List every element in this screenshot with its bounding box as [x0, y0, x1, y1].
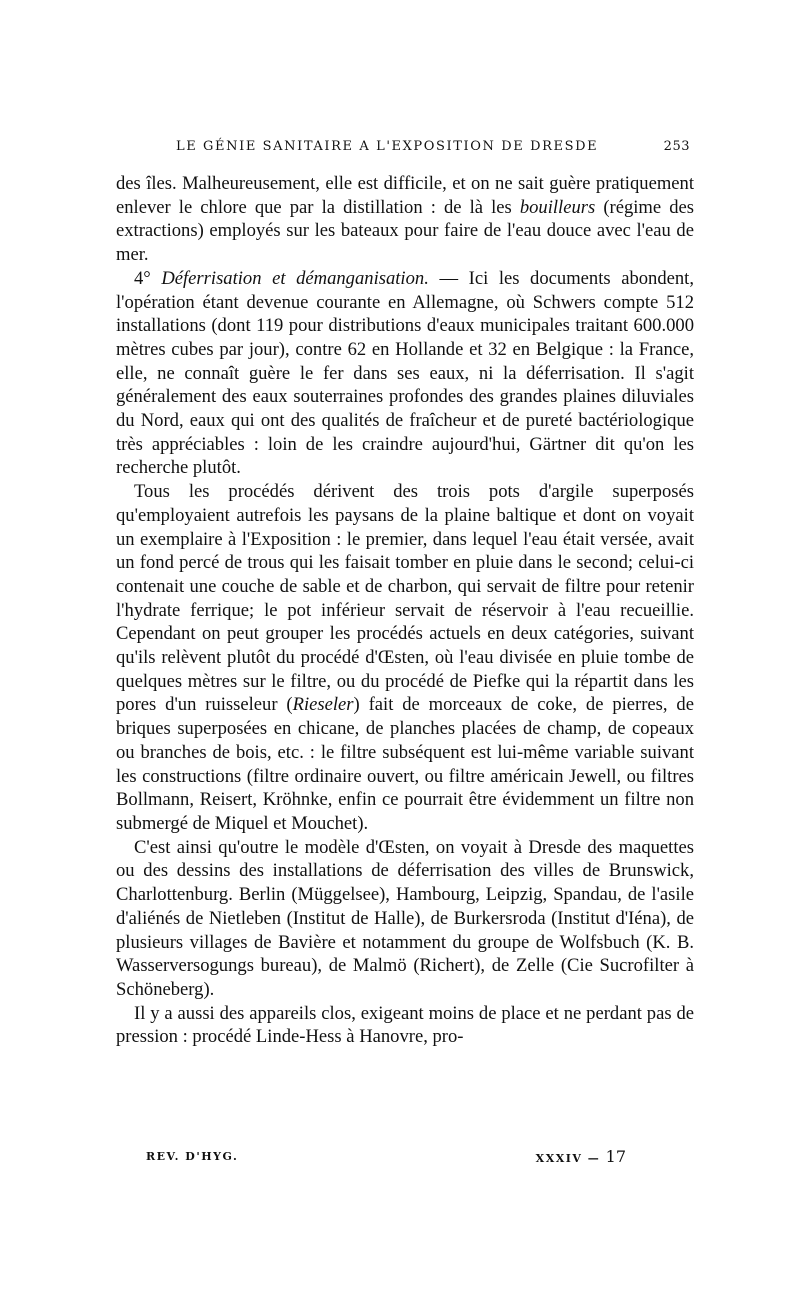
italic-text: bouilleurs — [519, 196, 596, 218]
text-run: (régime des extractions) employés sur les bateaux pour faire de l'eau douce avec l'eau de mer. — [116, 196, 694, 266]
signature-mark — [536, 1147, 626, 1169]
signature-dash: — — [582, 1152, 606, 1165]
paragraph — [116, 172, 694, 267]
text-run: 4° — [134, 267, 162, 289]
italic-text: Rieseler — [292, 694, 354, 716]
text-run: — Ici les documents abondent, l'opération étant devenue courante en Allemagne, où Schwers compte 512 installations (dont 119 pour distributions d'eaux municipales traitant 600.000 mètres cubes par jour), contre 62 en Hollande et 32 en Belgique : la France, elle, ne connaît guère le fer dans ses eaux, ni la déferrisation. Il s'agit généralement des eaux souterraines profondes des grandes plaines diluviales du Nord, eaux qui ont des qualités de fraîcheur et de pureté bactériologique très appréciables : loin de les craindre aujourd'hui, Gärtner dit qu'on les recherche plutôt. — [116, 267, 695, 479]
journal-abbreviation: REV. D'HYG. — [146, 1150, 239, 1163]
signature-number: 17 — [605, 1147, 626, 1166]
text-run: Il y a aussi des appareils clos, exigeant moins de place et ne perdant pas de pression : procédé Linde-Hess à Hanovre, pro- — [116, 1002, 694, 1048]
page-footer — [146, 1147, 626, 1167]
italic-text: Déferrisation et démanganisation. — [161, 267, 429, 289]
paragraph — [116, 267, 694, 480]
running-head — [118, 136, 690, 158]
paragraph — [116, 1002, 694, 1049]
paragraph — [116, 480, 694, 836]
running-title: LE GÉNIE SANITAIRE A L'EXPOSITION DE DRESDE — [176, 139, 599, 154]
text-run: ) fait de morceaux de coke, de pierres, de briques superposées en chicane, de planches placées de champ, de copeaux ou branches de bois, etc. : le filtre subséquent est lui-même variable suivant les constructions (filtre ordinaire ouvert, ou filtre américain Jewell, ou filtres Bollmann, Reisert, Kröhnke, enfin ce pourrait être évidemment un filtre non submergé de Miquel et Mouchet). — [116, 694, 694, 834]
text-run: des îles. Malheureusement, elle est difficile, et on ne sait guère pratiquement enlever le chlore que par la distillation : de là les — [116, 173, 694, 218]
paragraph — [116, 836, 694, 1002]
text-run: Tous les procédés dérivent des trois pots d'argile superposés qu'employaient autrefois les paysans de la plaine baltique et dont on voyait un exemplaire à l'Exposition : le premier, dans lequel l'eau était versée, avait un fond percé de trous qui les faisait tomber en pluie dans le second; celui-ci contenait une couche de sable et de charbon, qui servait de filtre pour retenir l'hydrate ferrique; le pot inférieur servait de réservoir à l'eau recueillie. Cependant on peut grouper les procédés actuels en deux catégories, suivant qu'ils relèvent plutôt du procédé d'Œsten, où l'eau divisée en pluie tombe de quelques mètres sur le filtre, ou du procédé de Piefke qui la répartit dans les pores d'un ruisseleur ( — [116, 481, 694, 716]
text-run: C'est ainsi qu'outre le modèle d'Œsten, on voyait à Dresde des maquettes ou des dessins des installations de déferrisation des villes de Brunswick, Charlottenburg. Berlin (Müggelsee), Hambourg, Leipzig, Spandau, de l'asile d'aliénés de Nietleben (Institut de Halle), de Burkersroda (Institut d'Iéna), de plusieurs villages de Bavière et notamment du groupe de Wolfsbuch (K. B. Wasserversogungs bureau), de Malmö (Richert), de Zelle (Cie Sucrofilter à Schöneberg). — [116, 836, 694, 1000]
article-body — [116, 172, 694, 1049]
page-number: 253 — [663, 139, 690, 154]
volume-number: XXXIV — [535, 1152, 583, 1165]
